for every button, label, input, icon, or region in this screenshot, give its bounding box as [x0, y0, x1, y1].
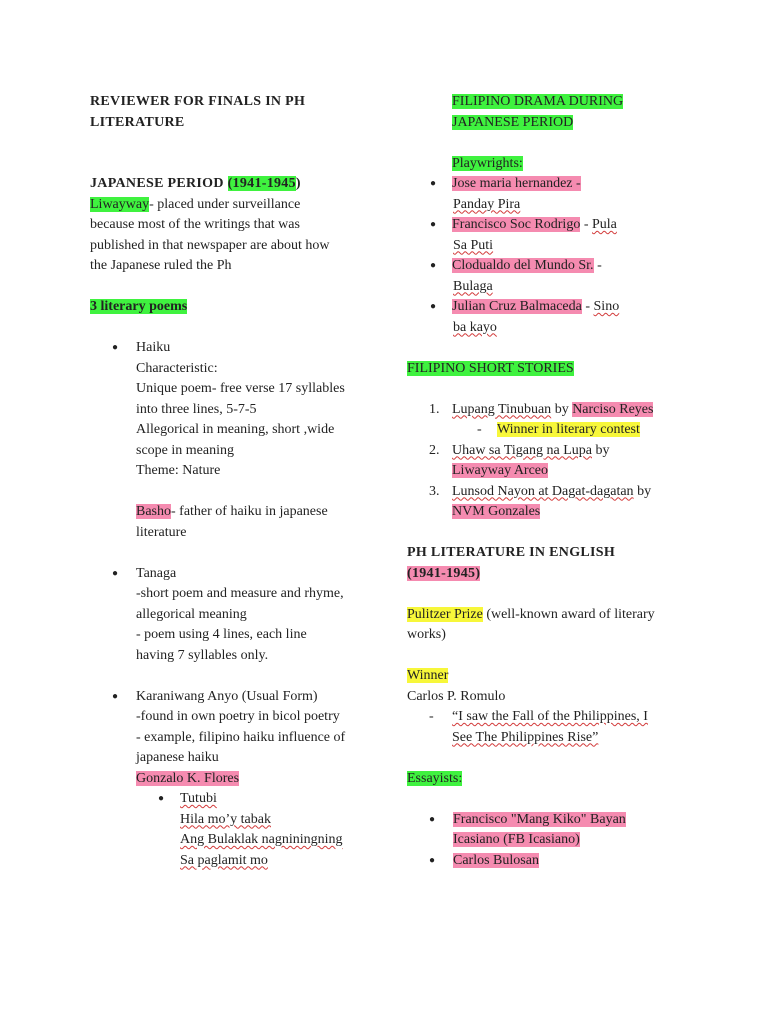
right-column: FILIPINO DRAMA DURING JAPANESE PERIOD Playwrights: ● Jose maria hernandez - Panday Pira ● Francisco Soc Rodrigo - Pula Sa Puti ● Clodualdo del Mundo Sr. - Bulaga ● Julian Cruz Balmaceda - Sino ba kayo FILIPINO SHORT STORIES 1. Lupang Tinubuan by Narciso Reyes - Winner in literary contest 2. Uhaw sa Tigang na Lupa by Liwayway Arceo 3. Lunsod Nayon at Dagat-dagatan by NVM Gonzales PH LITERATURE IN ENGLISH (1941-1945) Pulitzer Prize (well-known award of literary works) Winner Carlos P. Romulo - “I saw the Fall of the Philippines, I See The Philippines Rise” Essayists: ● Francisco "Mang Kiko" Bayan Icasiano (FB Icasiano) ● Carlos Bulosan [407, 92, 687, 871]
winner-label: Winner [407, 668, 449, 683]
story-item: 1. Lupang Tinubuan by Narciso Reyes [429, 401, 654, 417]
left-column: REVIEWER FOR FINALS IN PH LITERATURE JAPANESE PERIOD (1941-1945) Liwayway- placed under surveillance because most of the writings that was published in that newspaper are about how the Japanese ruled the Ph 3 literary poems ● Haiku Characteristic: Unique poem- free verse 17 syllables into three lines, 5-7-5 Allegorical in meaning, short ,wide scope in meaning Theme: Nature Basho- father of haiku in japanese literature ● Tanaga -short poem and measure and rhyme, allegorical meaning - poem using 4 lines, each line having 7 syllables only. ● Karaniwang Anyo (Usual Form) -found in own poetry in bicol poetry - example, filipino haiku influence of japanese haiku Gonzalo K. Flores ● Tutubi Hila mo’y tabak Ang Bulaklak nagniningning Sa paglamit mo [90, 92, 370, 871]
story-item: 2. Uhaw sa Tigang na Lupa by [429, 442, 610, 458]
tutubi-poem: ● Tutubi [90, 789, 370, 810]
doc-title: REVIEWER FOR FINALS IN PH [90, 94, 306, 109]
haiku-item: ● Haiku [90, 338, 370, 359]
gonzalo-author: Gonzalo K. Flores [136, 770, 240, 786]
essayist-item: ● Francisco "Mang Kiko" Bayan [407, 810, 687, 831]
play-item: ● Clodualdo del Mundo Sr. - [362, 256, 687, 277]
japanese-period-heading: JAPANESE PERIOD (1941-1945) [90, 176, 301, 191]
essayists-label: Essayists: [407, 770, 463, 786]
winner-note: Winner in literary contest [497, 422, 640, 437]
english-heading: PH LITERATURE IN ENGLISH [407, 545, 616, 560]
essayist-item: ● Carlos Bulosan [407, 851, 687, 872]
tanaga-item: ● Tanaga [90, 564, 370, 585]
short-stories-heading: FILIPINO SHORT STORIES [407, 360, 574, 376]
drama-heading: FILIPINO DRAMA DURING [452, 94, 624, 109]
play-item: ● Julian Cruz Balmaceda - Sino [362, 297, 687, 318]
basho-note: Basho- father of haiku in japanese [136, 504, 328, 519]
liwayway-note: Liwayway- placed under surveillance [90, 196, 301, 212]
pulitzer-note: Pulitzer Prize (well-known award of literary [407, 606, 655, 622]
play-item: ● Jose maria hernandez - [362, 174, 687, 195]
winner-name: Carlos P. Romulo [407, 688, 506, 704]
romulo-quote: - “I saw the Fall of the Philippines, I [429, 709, 648, 724]
karaniwang-item: ● Karaniwang Anyo (Usual Form) [90, 687, 370, 708]
playwrights-label: Playwrights: [452, 155, 523, 171]
story-item: 3. Lunsod Nayon at Dagat-dagatan by [429, 483, 652, 499]
three-poems-heading: 3 literary poems [90, 299, 188, 314]
play-item: ● Francisco Soc Rodrigo - Pula [362, 215, 687, 236]
